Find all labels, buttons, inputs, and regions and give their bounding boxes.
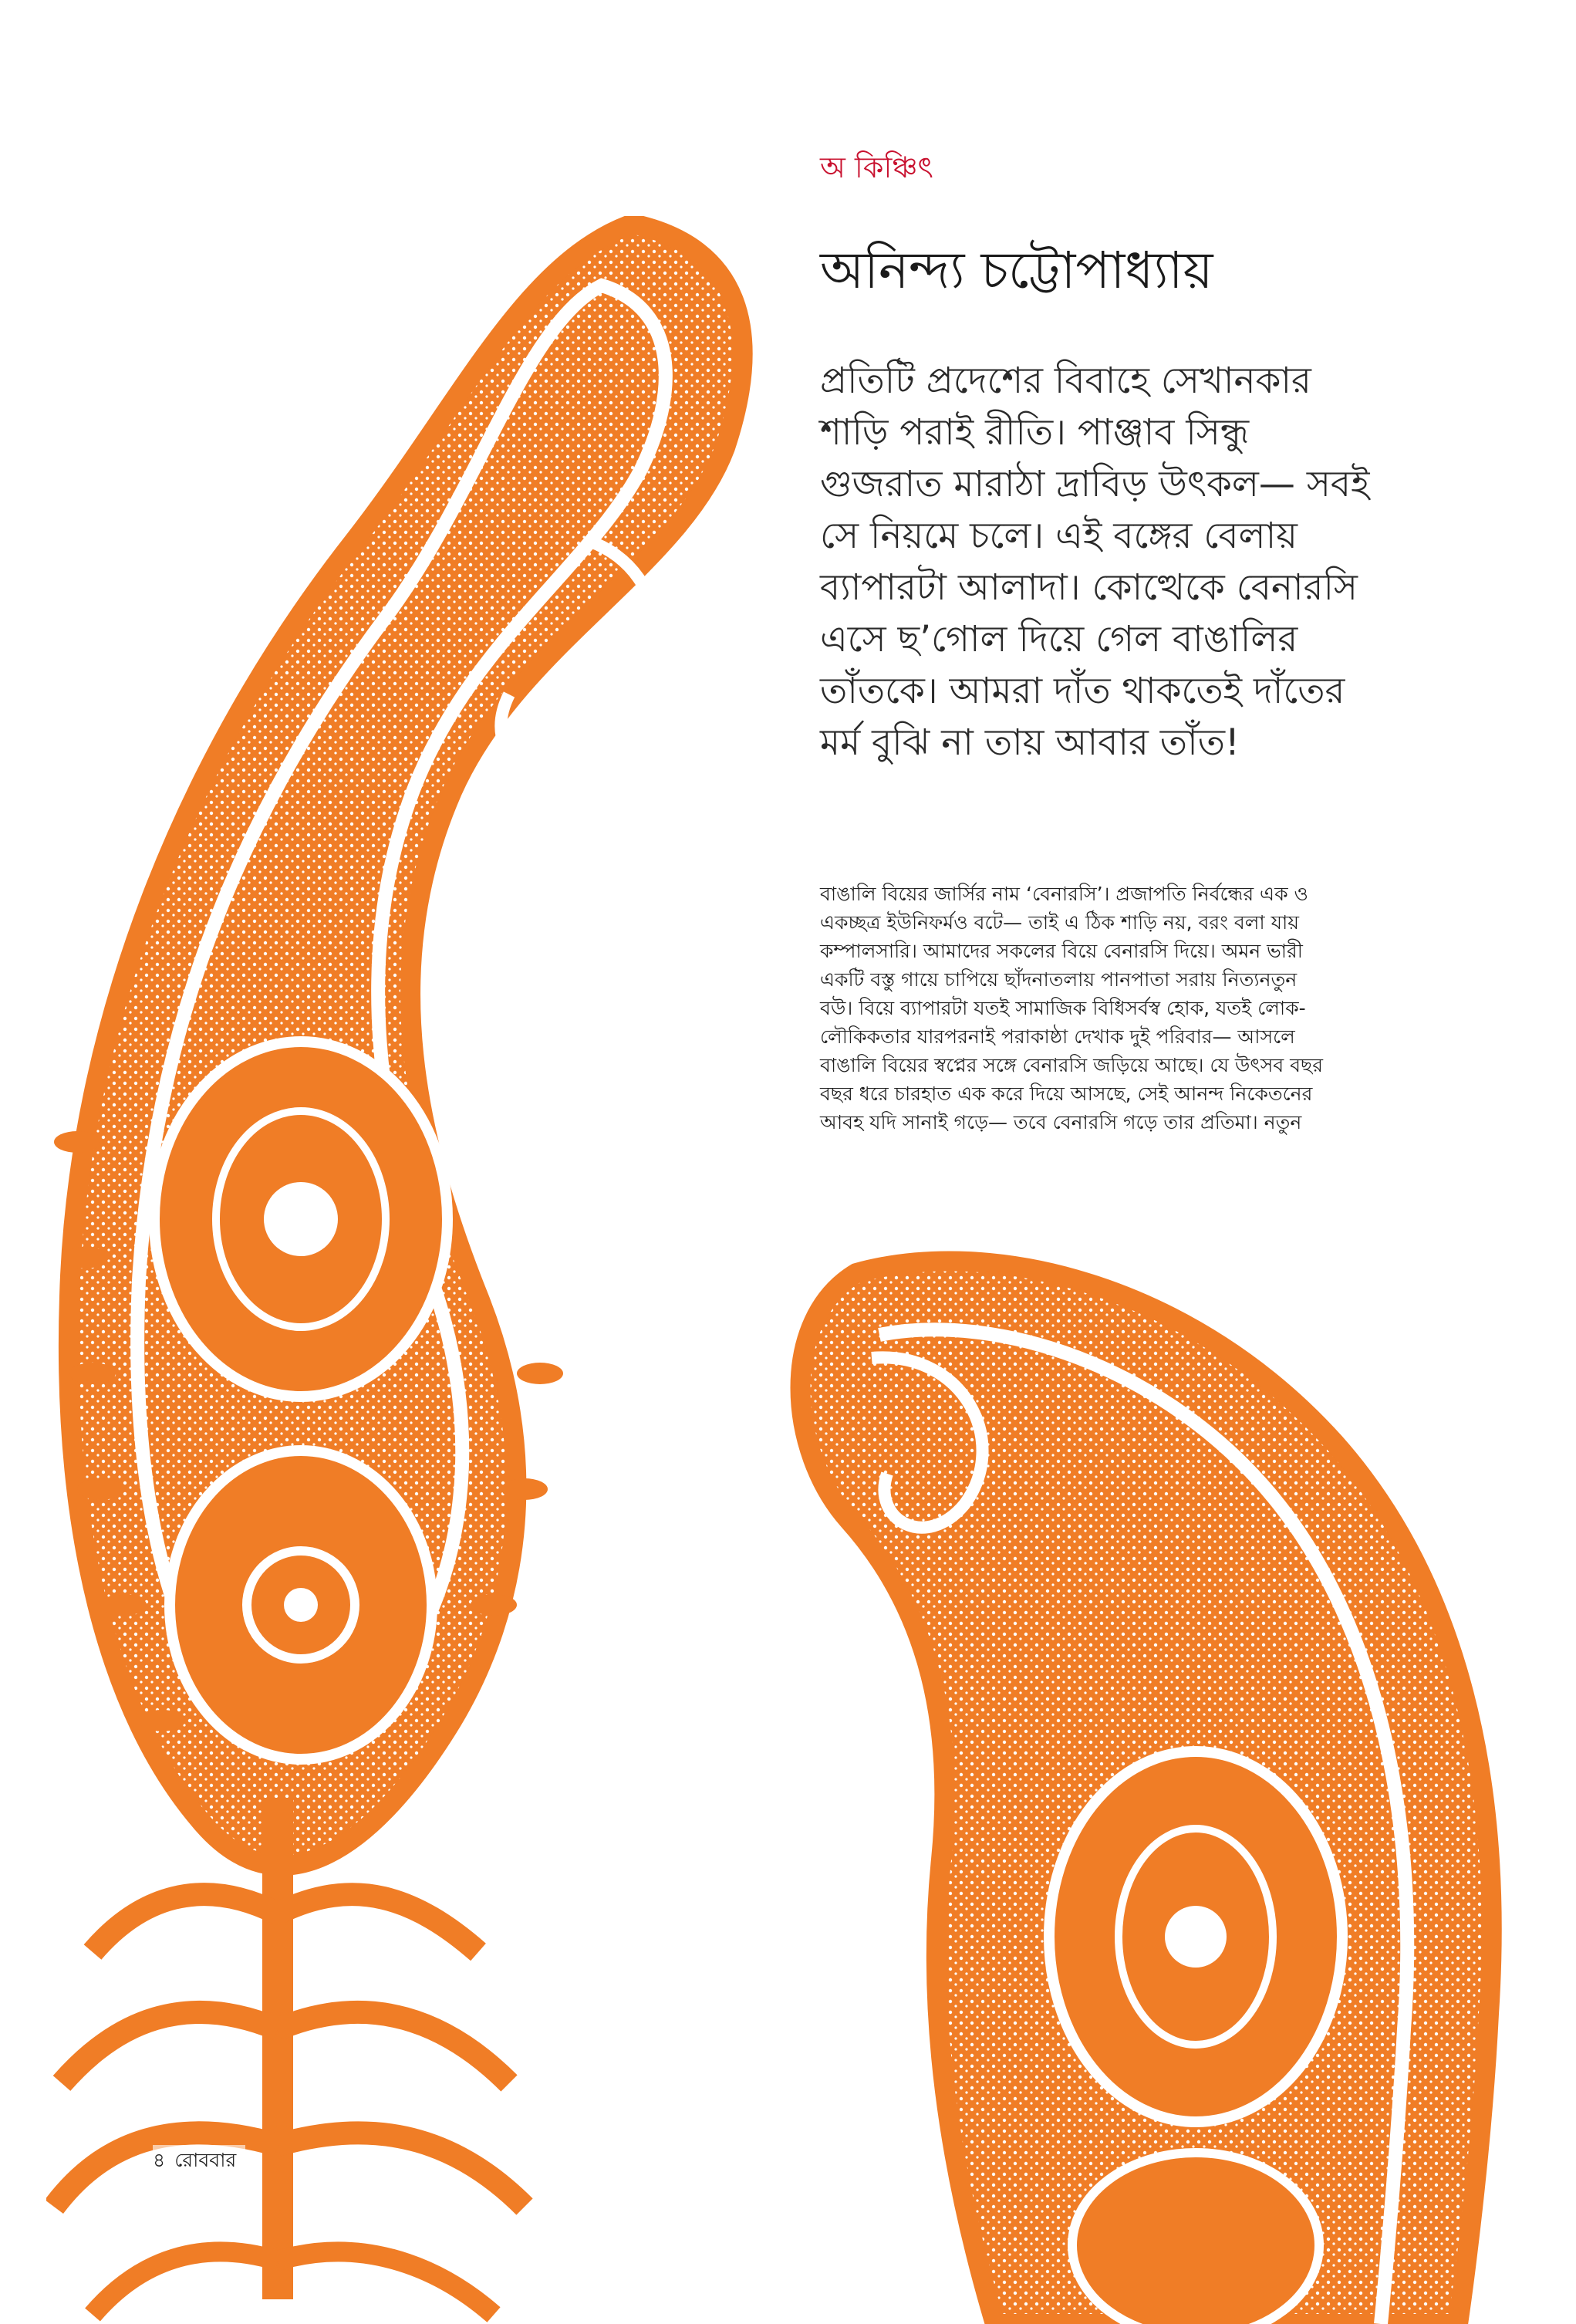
body-line: বউ। বিয়ে ব্যাপারটা যতই সামাজিক বিধিসর্বস্ব হোক, যতই লোক- — [820, 997, 1306, 1019]
publication-name: রোববার — [174, 2149, 237, 2171]
lead-line: ব্যাপারটা আলাদা। কোত্থেকে বেনারসি — [820, 566, 1358, 609]
section-label: অ কিঞ্চিৎ — [820, 150, 933, 184]
lead-paragraph — [820, 355, 1514, 768]
body-paragraph — [820, 880, 1453, 1137]
lead-line: মর্ম বুঝি না তায় আবার তাঁত! — [820, 721, 1240, 764]
lead-line: সে নিয়মে চলে। এই বঙ্গের বেলায় — [820, 515, 1298, 557]
body-line: বছর ধরে চারহাত এক করে দিয়ে আসছে, সেই আনন্দ নিকেতনের — [820, 1083, 1313, 1105]
author-name: অনিন্দ্য চট্টোপাধ্যায় — [820, 241, 1213, 300]
lead-line: তাঁতকে। আমরা দাঁত থাকতেই দাঁতের — [820, 670, 1345, 712]
lead-line: এসে ছ’গোল দিয়ে গেল বাঙালির — [820, 618, 1298, 660]
body-line: কম্পালসারি। আমাদের সকলের বিয়ে বেনারসি দিয়ে। অমন ভারী — [820, 940, 1303, 962]
paisley-motif-left — [46, 216, 771, 2324]
body-line: আবহ যদি সানাই গড়ে— তবে বেনারসি গড়ে তার প্রতিমা। নতুন — [820, 1111, 1302, 1133]
body-line: বাঙালি বিয়ের স্বপ্নের সঙ্গে বেনারসি জড়িয়ে আছে। যে উৎসব বছর — [820, 1054, 1323, 1076]
lead-line: শাড়ি পরাই রীতি। পাঞ্জাব সিন্ধু — [820, 411, 1250, 454]
body-line: একচ্ছত্র ইউনিফর্মও বটে— তাই এ ঠিক শাড়ি নয়, বরং বলা যায় — [820, 911, 1299, 934]
lead-line: গুজরাত মারাঠা দ্রাবিড় উৎকল— সবই — [820, 463, 1370, 505]
page-number: ৪ — [153, 2149, 166, 2171]
paisley-motif-right — [764, 1242, 1527, 2324]
body-line: লৌকিকতার যারপরনাই পরাকাষ্ঠা দেখাক দুই পরিবার— আসলে — [820, 1025, 1295, 1048]
body-line: একটি বস্তু গায়ে চাপিয়ে ছাঁদনাতলায় পানপাতা সরায় নিত্যনতুন — [820, 968, 1298, 991]
body-line: বাঙালি বিয়ের জার্সির নাম ‘বেনারসি’। প্রজাপতি নির্বন্ধের এক ও — [820, 883, 1308, 905]
page-folio — [153, 2145, 245, 2178]
lead-line: প্রতিটি প্রদেশের বিবাহে সেখানকার — [820, 360, 1311, 402]
